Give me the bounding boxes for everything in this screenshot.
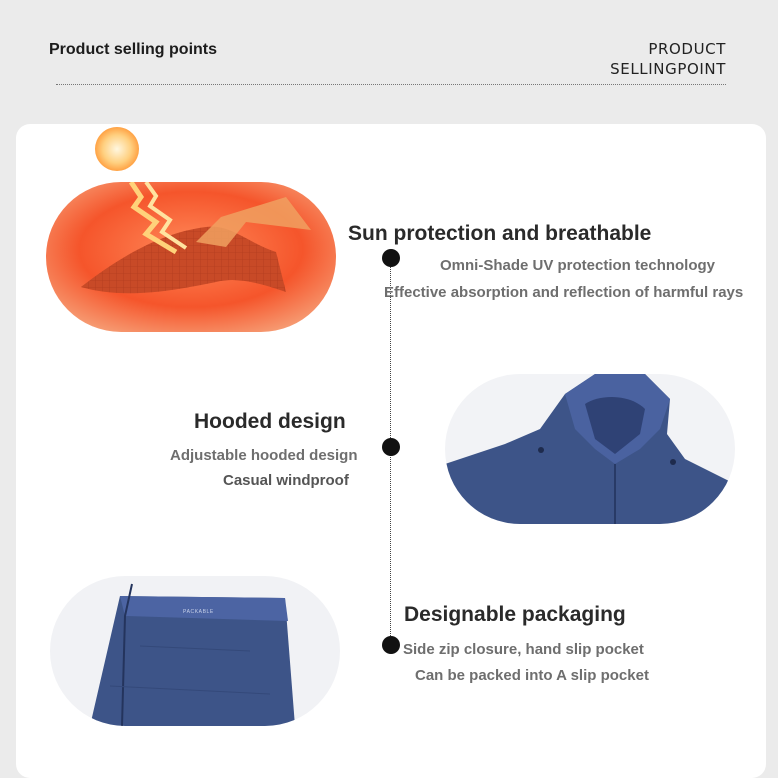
sun-glow-icon [95,127,139,171]
uv-fabric-illustration [46,182,336,332]
timeline-dot-2 [382,438,400,456]
feature-line-absorption: Effective absorption and reflection of harmful rays [384,284,744,301]
feature-line-uv-tech: Omni-Shade UV protection technology [440,257,716,274]
feature-line-adjustable-hood: Adjustable hooded design [170,447,358,464]
feature-title-hooded: Hooded design [194,410,346,433]
feature-line-windproof: Casual windproof [223,472,349,489]
feature-title-packaging: Designable packaging [404,603,626,626]
pouch-label: PACKABLE [183,609,214,615]
feature-line-packable: Can be packed into A slip pocket [415,667,649,684]
header-divider [56,84,726,85]
hooded-jacket-photo [445,374,735,524]
section-title-en [610,39,726,79]
section-title-en-line1: PRODUCT [648,40,726,58]
timeline-dot-3 [382,636,400,654]
timeline-dot-1 [382,249,400,267]
packable-pouch-photo [50,576,340,726]
section-title-en-line2: SELLINGPOINT [610,60,726,78]
feature-title-sun-protection: Sun protection and breathable [348,222,652,245]
feature-line-zip-closure: Side zip closure, hand slip pocket [403,641,644,658]
section-title: Product selling points [49,41,218,58]
